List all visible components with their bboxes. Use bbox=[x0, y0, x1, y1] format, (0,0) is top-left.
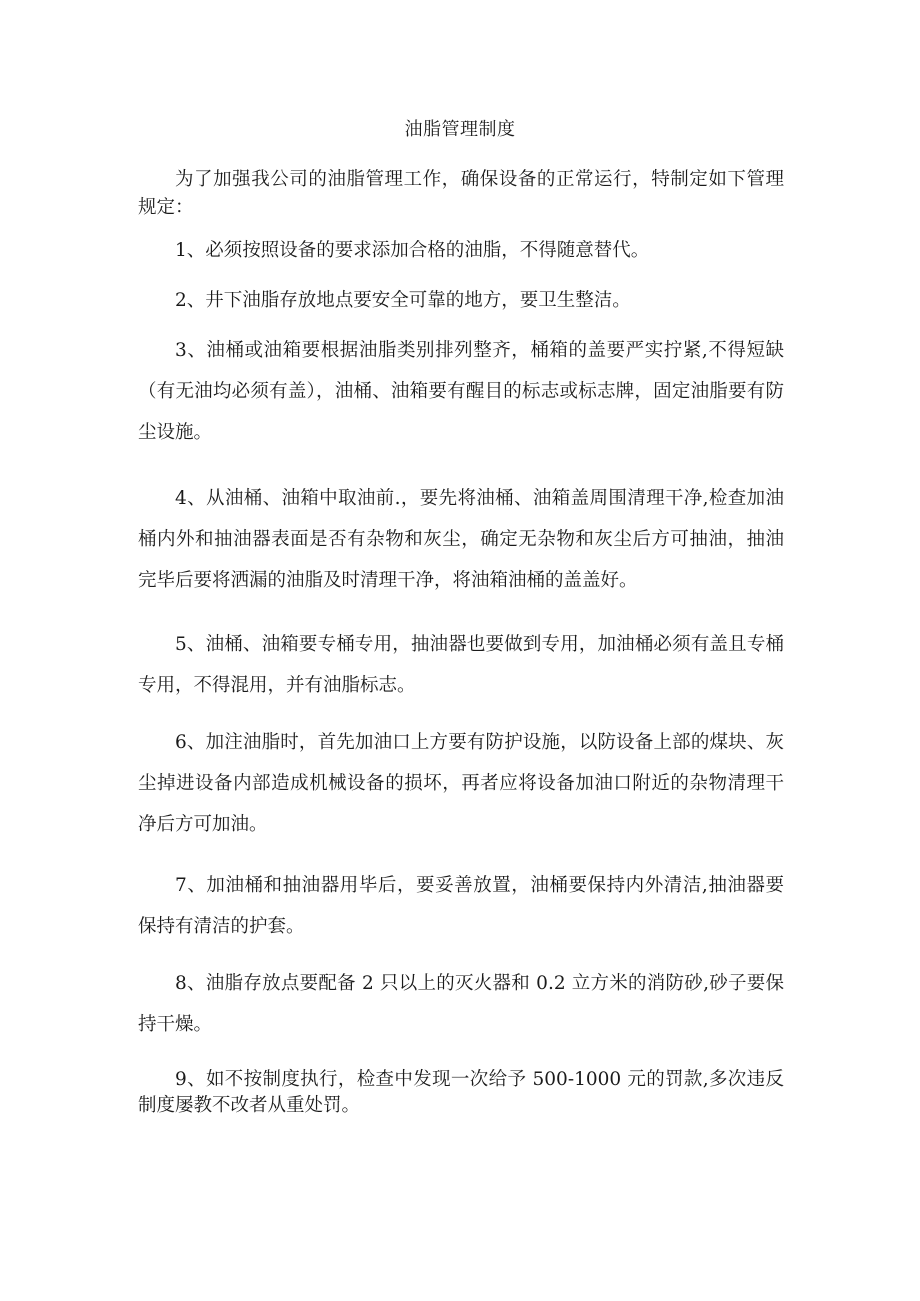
rule-item-6: 6、加注油脂时，首先加油口上方要有防护设施，以防设备上部的煤块、灰尘掉进设备内部造成机械设备的损坏，再者应将设备加油口附近的杂物清理干净后方可加油。 bbox=[138, 732, 784, 835]
rule-item-3: 3、油桶或油箱要根据油脂类别排列整齐，桶箱的盖要严实拧紧,不得短缺（有无油均必须有盖），油桶、油箱要有醒目的标志或标志牌，固定油脂要有防尘设施。 bbox=[138, 340, 784, 443]
rule-item-7: 7、加油桶和抽油器用毕后，要妥善放置，油桶要保持内外清洁,抽油器要保持有清洁的护套。 bbox=[138, 875, 784, 937]
document-title: 油脂管理制度 bbox=[404, 119, 516, 140]
intro-paragraph: 为了加强我公司的油脂管理工作，确保设备的正常运行，特制定如下管理规定： bbox=[138, 169, 784, 218]
rule-item-4: 4、从油桶、油箱中取油前.，要先将油桶、油箱盖周围清理干净,检查加油桶内外和抽油器表面是否有杂物和灰尘，确定无杂物和灰尘后方可抽油，抽油完毕后要将洒漏的油脂及时清理干净，将油箱油桶的盖盖好。 bbox=[138, 488, 784, 591]
rule-item-8: 8、油脂存放点要配备 2 只以上的灭火器和 0.2 立方米的消防砂,砂子要保持干燥。 bbox=[138, 973, 784, 1035]
rule-item-9: 9、如不按制度执行，检查中发现一次给予 500-1000 元的罚款,多次违反制度屡教不改者从重处罚。 bbox=[138, 1069, 784, 1116]
rule-item-5: 5、油桶、油箱要专桶专用，抽油器也要做到专用，加油桶必须有盖且专桶专用，不得混用，并有油脂标志。 bbox=[138, 634, 784, 696]
rule-item-2: 2、井下油脂存放地点要安全可靠的地方，要卫生整洁。 bbox=[175, 290, 631, 311]
rule-item-1: 1、必须按照设备的要求添加合格的油脂，不得随意替代。 bbox=[175, 240, 650, 261]
